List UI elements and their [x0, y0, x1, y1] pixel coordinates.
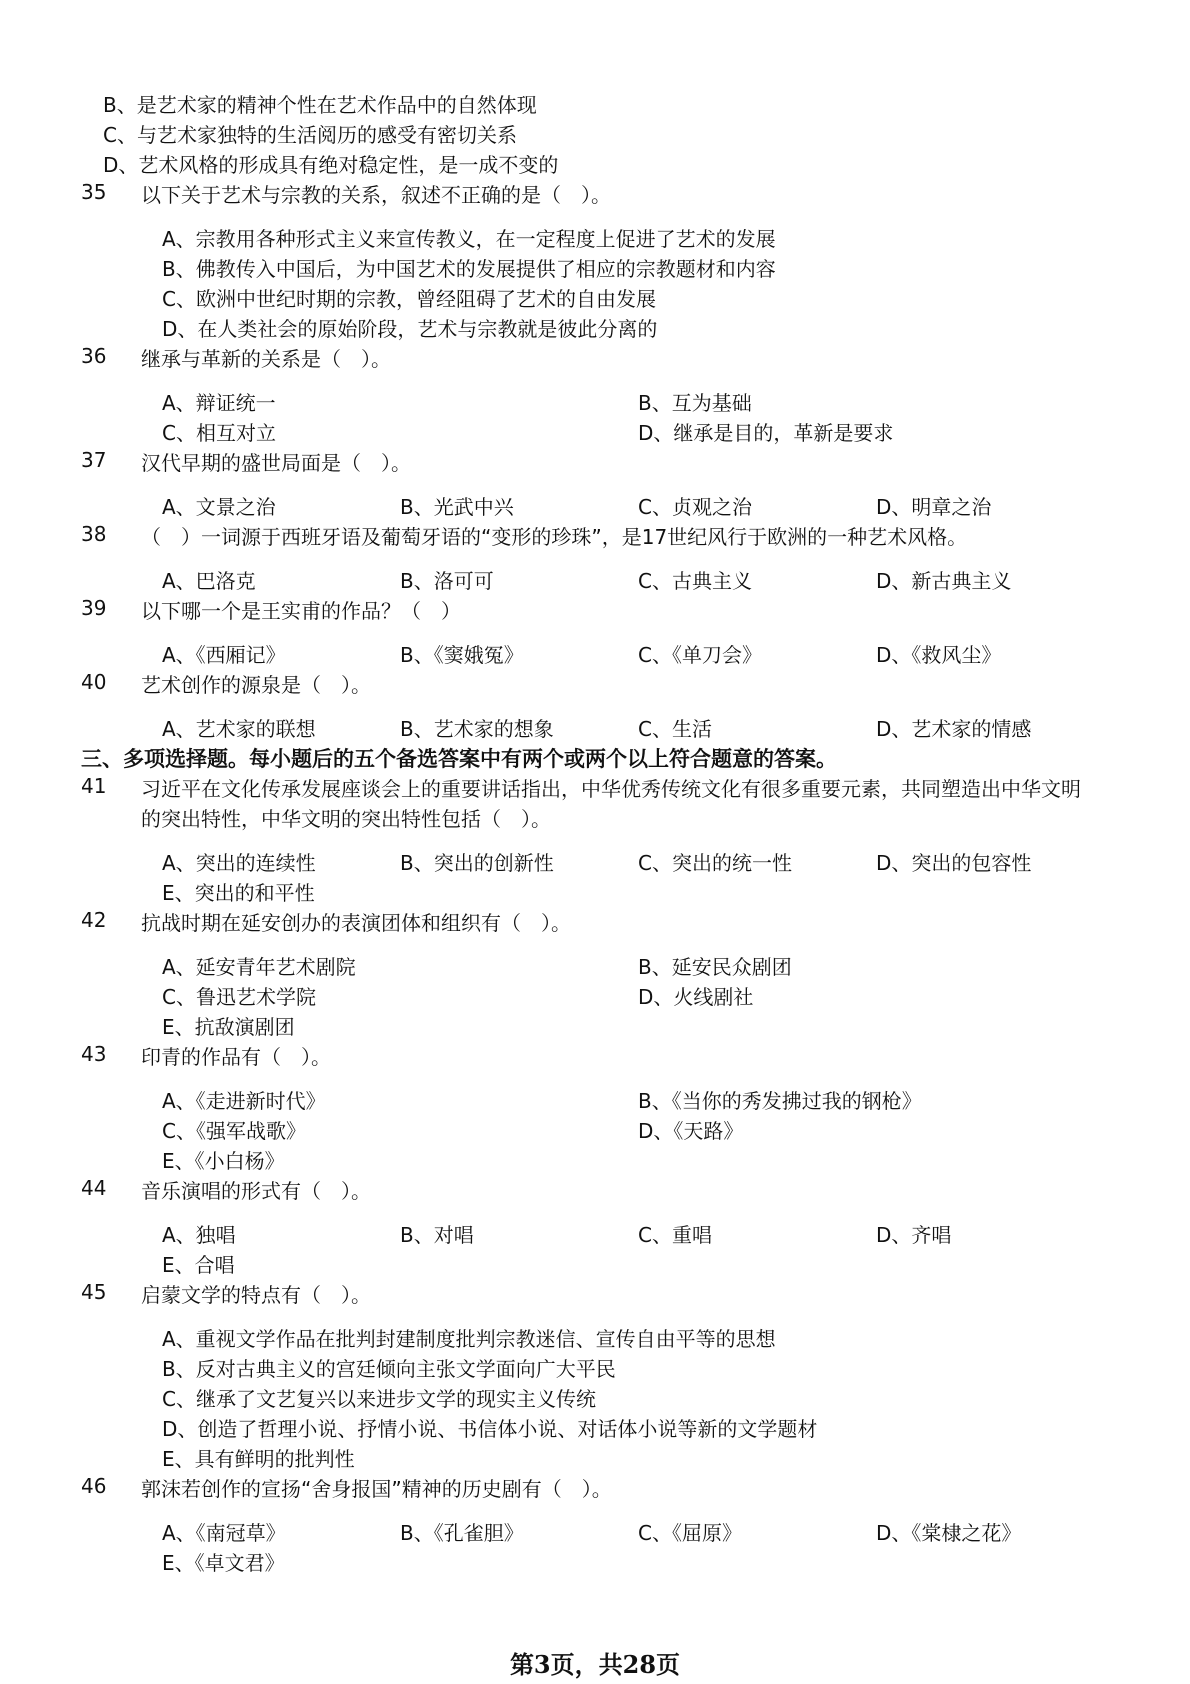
- option-item: B、突出的创新性: [400, 851, 554, 875]
- question-stem: 汉代早期的盛世局面是（ ）。: [141, 451, 411, 475]
- option-item: D、在人类社会的原始阶段，艺术与宗教就是彼此分离的: [162, 317, 658, 341]
- option-item: C、突出的统一性: [638, 851, 792, 875]
- question-number: 46: [81, 1474, 107, 1498]
- question-46: [0, 1474, 1190, 1504]
- option-item: B、互为基础: [638, 391, 752, 415]
- option-item: D、《棠棣之花》: [876, 1521, 1022, 1545]
- option-item: C、贞观之治: [638, 495, 752, 519]
- question-stem: 郭沫若创作的宣扬“舍身报国”精神的历史剧有（ ）。: [141, 1477, 612, 1501]
- option-item: B、延安民众剧团: [638, 955, 792, 979]
- option-item: D、《天路》: [638, 1119, 744, 1143]
- option-item: B、佛教传入中国后，为中国艺术的发展提供了相应的宗教题材和内容: [162, 257, 776, 281]
- options-group: [0, 714, 1190, 744]
- option-item: B、反对古典主义的宫廷倾向主张文学面向广大平民: [162, 1357, 616, 1381]
- question-number: 41: [81, 774, 107, 798]
- options-group: [0, 952, 1190, 1042]
- question-number: 39: [81, 596, 107, 620]
- option-item: C、《屈原》: [638, 1521, 742, 1545]
- option-item: A、辩证统一: [162, 391, 276, 415]
- question-number: 40: [81, 670, 107, 694]
- option-item: D、新古典主义: [876, 569, 1012, 593]
- option-item: A、《西厢记》: [162, 643, 286, 667]
- option-item: C、《单刀会》: [638, 643, 762, 667]
- option-item: D、齐唱: [876, 1223, 952, 1247]
- options-group: [0, 566, 1190, 596]
- question-35: [0, 180, 1190, 210]
- option-item: C、鲁迅艺术学院: [162, 985, 316, 1009]
- question-45: [0, 1280, 1190, 1310]
- option-item: B、艺术家的想象: [400, 717, 554, 741]
- option-item: D、火线剧社: [638, 985, 754, 1009]
- option-item: B、光武中兴: [400, 495, 514, 519]
- options-group: [0, 492, 1190, 522]
- question-stem: 以下关于艺术与宗教的关系，叙述不正确的是（ ）。: [141, 183, 611, 207]
- question-stem: 继承与革新的关系是（ ）。: [141, 347, 391, 371]
- option-item: D、《救风尘》: [876, 643, 1002, 667]
- option-item: B、是艺术家的精神个性在艺术作品中的自然体现: [103, 93, 537, 117]
- option-item: A、重视文学作品在批判封建制度批判宗教迷信、宣传自由平等的思想: [162, 1327, 776, 1351]
- option-item: B、《当你的秀发拂过我的钢枪》: [638, 1089, 922, 1113]
- question-number: 35: [81, 180, 107, 204]
- option-item: E、《小白杨》: [162, 1149, 285, 1173]
- question-number: 38: [81, 522, 107, 546]
- question-stem: 习近平在文化传承发展座谈会上的重要讲话指出，中华优秀传统文化有很多重要元素，共同塑造出中华文明的突出特性，中华文明的突出特性包括（ ）。: [141, 777, 1081, 831]
- options-group: [0, 1086, 1190, 1176]
- options-group: [0, 224, 1190, 344]
- options-group: [0, 1220, 1190, 1280]
- question-number: 42: [81, 908, 107, 932]
- question-number: 37: [81, 448, 107, 472]
- option-item: A、突出的连续性: [162, 851, 316, 875]
- option-item: A、文景之治: [162, 495, 276, 519]
- option-item: D、突出的包容性: [876, 851, 1032, 875]
- question-list: [0, 180, 1190, 1578]
- option-item: E、抗敌演剧团: [162, 1015, 295, 1039]
- question-stem: 抗战时期在延安创办的表演团体和组织有（ ）。: [141, 911, 571, 935]
- previous-question-options: [0, 90, 1190, 180]
- option-item: D、创造了哲理小说、抒情小说、书信体小说、对话体小说等新的文学题材: [162, 1417, 818, 1441]
- option-item: B、洛可可: [400, 569, 494, 593]
- option-item: A、艺术家的联想: [162, 717, 316, 741]
- option-item: B、《孔雀胆》: [400, 1521, 524, 1545]
- question-37: [0, 448, 1190, 478]
- question-38: [0, 522, 1190, 552]
- question-stem: 以下哪一个是王实甫的作品？（ ）: [141, 599, 461, 623]
- option-item: A、巴洛克: [162, 569, 256, 593]
- option-item: B、《窦娥冤》: [400, 643, 524, 667]
- question-stem: 艺术创作的源泉是（ ）。: [141, 673, 371, 697]
- option-item: A、延安青年艺术剧院: [162, 955, 356, 979]
- section-heading: 三、多项选择题。每小题后的五个备选答案中有两个或两个以上符合题意的答案。: [81, 747, 837, 771]
- options-group: [0, 388, 1190, 448]
- option-item: C、欧洲中世纪时期的宗教，曾经阻碍了艺术的自由发展: [162, 287, 656, 311]
- option-item: C、古典主义: [638, 569, 752, 593]
- option-item: A、《南冠草》: [162, 1521, 286, 1545]
- question-number: 44: [81, 1176, 107, 1200]
- question-stem: 启蒙文学的特点有（ ）。: [141, 1283, 371, 1307]
- option-item: D、艺术风格的形成具有绝对稳定性，是一成不变的: [103, 153, 559, 177]
- option-item: D、继承是目的，革新是要求: [638, 421, 894, 445]
- question-36: [0, 344, 1190, 374]
- question-stem: 印青的作品有（ ）。: [141, 1045, 331, 1069]
- question-number: 43: [81, 1042, 107, 1066]
- question-stem: （ ）一词源于西班牙语及葡萄牙语的“变形的珍珠”，是17世纪风行于欧洲的一种艺术风格。: [141, 525, 968, 549]
- question-43: [0, 1042, 1190, 1072]
- options-group: [0, 848, 1190, 908]
- option-item: C、重唱: [638, 1223, 712, 1247]
- options-group: [0, 1324, 1190, 1474]
- option-item: C、相互对立: [162, 421, 276, 445]
- question-41: [0, 774, 1190, 834]
- option-item: D、艺术家的情感: [876, 717, 1032, 741]
- option-item: E、《卓文君》: [162, 1551, 285, 1575]
- options-group: [0, 640, 1190, 670]
- question-stem: 音乐演唱的形式有（ ）。: [141, 1179, 371, 1203]
- option-item: A、《走进新时代》: [162, 1089, 326, 1113]
- option-item: A、宗教用各种形式主义来宣传教义，在一定程度上促进了艺术的发展: [162, 227, 776, 251]
- option-item: E、突出的和平性: [162, 881, 315, 905]
- question-42: [0, 908, 1190, 938]
- question-44: [0, 1176, 1190, 1206]
- page-footer: 第3页，共28页: [509, 1650, 681, 1679]
- option-item: C、《强军战歌》: [162, 1119, 306, 1143]
- exam-page-content: [0, 90, 1190, 1578]
- question-39: [0, 596, 1190, 626]
- option-item: A、独唱: [162, 1223, 236, 1247]
- option-item: D、明章之治: [876, 495, 992, 519]
- option-item: B、对唱: [400, 1223, 474, 1247]
- question-40: [0, 670, 1190, 700]
- option-item: C、继承了文艺复兴以来进步文学的现实主义传统: [162, 1387, 596, 1411]
- option-item: C、与艺术家独特的生活阅历的感受有密切关系: [103, 123, 517, 147]
- question-number: 45: [81, 1280, 107, 1304]
- options-group: [0, 1518, 1190, 1578]
- option-item: E、具有鲜明的批判性: [162, 1447, 355, 1471]
- option-item: C、生活: [638, 717, 712, 741]
- question-number: 36: [81, 344, 107, 368]
- option-item: E、合唱: [162, 1253, 235, 1277]
